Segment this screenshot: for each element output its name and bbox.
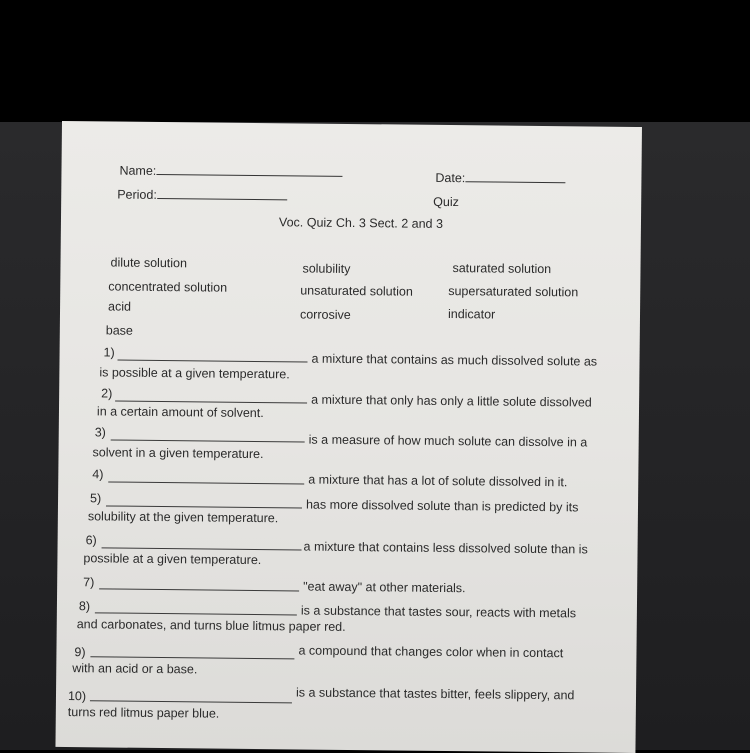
period-label: Period: (117, 187, 157, 202)
name-blank[interactable] (156, 173, 342, 177)
answer-blank[interactable] (106, 505, 302, 508)
question-number: 7) (83, 575, 95, 590)
answer-blank[interactable] (111, 439, 305, 442)
word-bank-term: saturated solution (452, 261, 552, 277)
question-definition: a compound that changes color when in contact (298, 643, 564, 661)
date-blank[interactable] (465, 180, 565, 183)
question-number: 1) (103, 345, 115, 360)
question-definition: is a substance that tastes bitter, feels slippery, and (295, 685, 575, 703)
question-definition: a mixture that contains less dissolved solute than is (303, 539, 588, 557)
name-field (119, 164, 342, 180)
question-continuation: possible at a given temperature. (83, 551, 262, 568)
word-bank-term: unsaturated solution (300, 283, 413, 299)
question-item (58, 467, 638, 490)
answer-blank[interactable] (115, 401, 307, 404)
question-continuation: is possible at a given temperature. (99, 365, 290, 382)
date-field (435, 171, 565, 186)
page-title: Voc. Quiz Ch. 3 Sect. 2 and 3 (278, 215, 444, 231)
question-number: 5) (89, 491, 102, 506)
question-definition: is a substance that tastes sour, reacts with metals (300, 603, 577, 621)
question-definition: "eat away" at other materials. (303, 579, 466, 596)
question-item (57, 575, 637, 596)
question-number: 3) (94, 425, 106, 440)
word-bank-term: indicator (447, 307, 496, 322)
word-bank-term: dilute solution (110, 255, 188, 271)
question-item (56, 685, 636, 721)
question-item (59, 386, 639, 421)
question-definition: has more dissolved solute than is predicted by its (305, 497, 579, 515)
question-item (58, 491, 638, 526)
question-continuation: solubility at the given temperature. (87, 509, 279, 526)
answer-blank[interactable] (90, 656, 294, 659)
question-number: 8) (78, 599, 91, 614)
answer-blank[interactable] (99, 588, 299, 591)
word-bank-term: solubility (302, 261, 351, 276)
question-definition: a mixture that only has only a little solute dissolved (311, 392, 592, 410)
answer-blank[interactable] (108, 481, 304, 484)
question-number: 10) (67, 689, 87, 704)
question-continuation: solvent in a given temperature. (92, 445, 264, 462)
period-field (117, 188, 287, 204)
question-continuation: turns red litmus paper blue. (67, 705, 220, 721)
question-continuation: in a certain amount of solvent. (96, 404, 264, 421)
question-number: 6) (85, 533, 97, 548)
question-definition: is a measure of how much solute can dissolve in a (308, 432, 588, 450)
quiz-label: Quiz (433, 194, 459, 210)
word-bank-term: corrosive (299, 307, 351, 322)
question-number: 4) (92, 467, 104, 482)
word-bank-term: supersaturated solution (448, 284, 579, 300)
question-continuation: and carbonates, and turns blue litmus paper red. (76, 617, 346, 634)
name-label: Name: (119, 163, 157, 178)
word-bank-term: concentrated solution (108, 279, 228, 295)
question-item (60, 345, 640, 382)
word-bank-term: base (105, 323, 134, 338)
quiz-worksheet (55, 121, 642, 753)
question-definition: a mixture that has a lot of solute dissolved in it. (308, 472, 568, 490)
question-item (57, 599, 637, 634)
answer-blank[interactable] (90, 700, 292, 703)
question-number: 9) (74, 645, 86, 660)
question-continuation: with an acid or a base. (72, 661, 198, 677)
word-bank-term: acid (108, 299, 132, 314)
answer-blank[interactable] (102, 547, 302, 550)
question-item (58, 533, 638, 568)
question-definition: a mixture that contains as much dissolved solute as (311, 351, 598, 369)
period-blank[interactable] (157, 197, 287, 200)
question-item (57, 643, 637, 677)
question-item (59, 425, 639, 462)
answer-blank[interactable] (118, 360, 308, 363)
date-label: Date: (435, 170, 466, 186)
answer-blank[interactable] (95, 612, 297, 615)
question-number: 2) (101, 386, 113, 401)
